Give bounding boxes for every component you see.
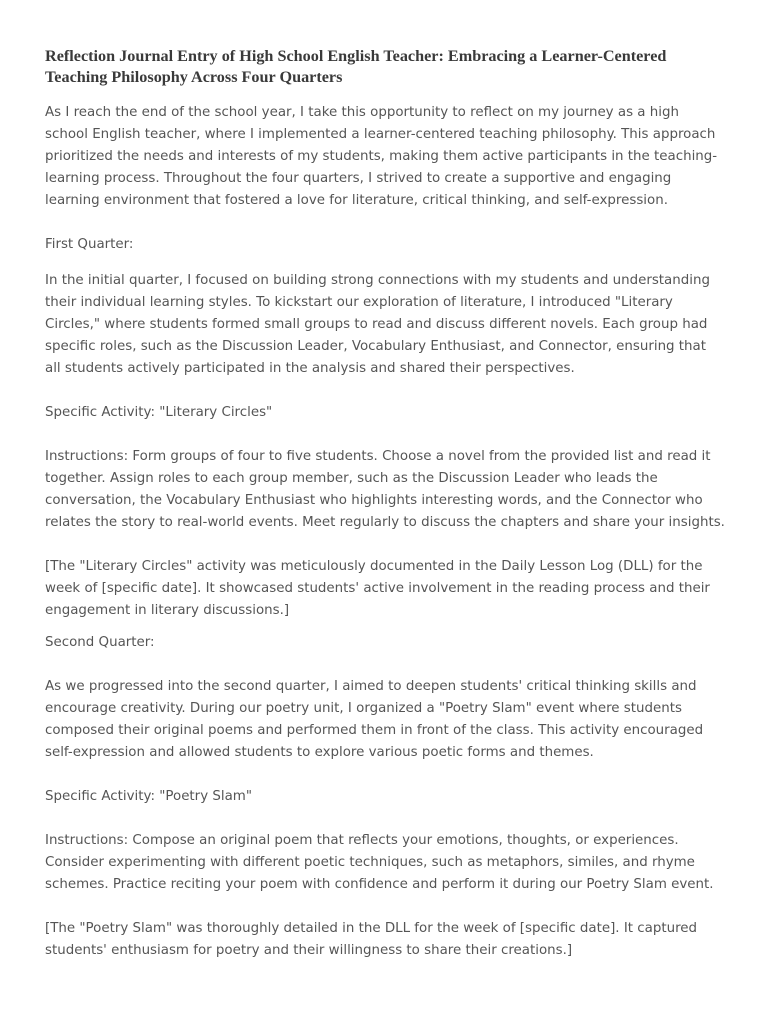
second-quarter-note: [The "Poetry Slam" was thoroughly detailed in the DLL for the week of [specific date]. It captured students' enthusiasm for poetry and their willingness to share their creations.] (45, 921, 698, 958)
document-title: Reflection Journal Entry of High School English Teacher: Embracing a Learner-Centered Teaching Philosophy Across Four Quarters (45, 47, 667, 86)
document-page (45, 46, 725, 962)
intro-paragraph: As I reach the end of the school year, I take this opportunity to reflect on my journey as a high school English teacher, where I implemented a learner-centered teaching philosophy. This approach prioritized the needs and interests of my students, making them active participants in the teaching-learning process. Throughout the four quarters, I strived to create a supportive and engaging learning environment that fostered a love for literature, critical thinking, and self-expression. (45, 105, 718, 208)
second-quarter-body: As we progressed into the second quarter, I aimed to deepen students' critical thinking skills and encourage creativity. During our poetry unit, I organized a "Poetry Slam" event where students composed their original poems and performed them in front of the class. This activity encouraged self-expression and allowed students to explore various poetic forms and themes. (45, 679, 704, 760)
second-quarter-heading: Second Quarter: (45, 635, 155, 650)
second-quarter-activity: Specific Activity: "Poetry Slam" (45, 789, 252, 804)
first-quarter-body: In the initial quarter, I focused on building strong connections with my students and understanding their individual learning styles. To kickstart our exploration of literature, I introduced "Literary Circles," where students formed small groups to read and discuss different novels. Each group had specific roles, such as the Discussion Leader, Vocabulary Enthusiast, and Connector, ensuring that all students actively participated in the analysis and shared their perspectives. (45, 273, 710, 376)
first-quarter-instructions: Instructions: Form groups of four to five students. Choose a novel from the provided list and read it together. Assign roles to each group member, such as the Discussion Leader who leads the conversation, the Vocabulary Enthusiast who highlights interesting words, and the Connector who relates the story to real-world events. Meet regularly to discuss the chapters and share your insights. (45, 449, 725, 530)
first-quarter-activity: Specific Activity: "Literary Circles" (45, 405, 273, 420)
first-quarter-heading: First Quarter: (45, 237, 134, 252)
first-quarter-note: [The "Literary Circles" activity was meticulously documented in the Daily Lesson Log (DLL) for the week of [specific date]. It showcased students' active involvement in the reading process and their engagement in literary discussions.] (45, 559, 710, 618)
second-quarter-instructions: Instructions: Compose an original poem that reflects your emotions, thoughts, or experiences. Consider experimenting with different poetic techniques, such as metaphors, similes, and rhyme schemes. Practice reciting your poem with confidence and perform it during our Poetry Slam event. (45, 833, 714, 892)
